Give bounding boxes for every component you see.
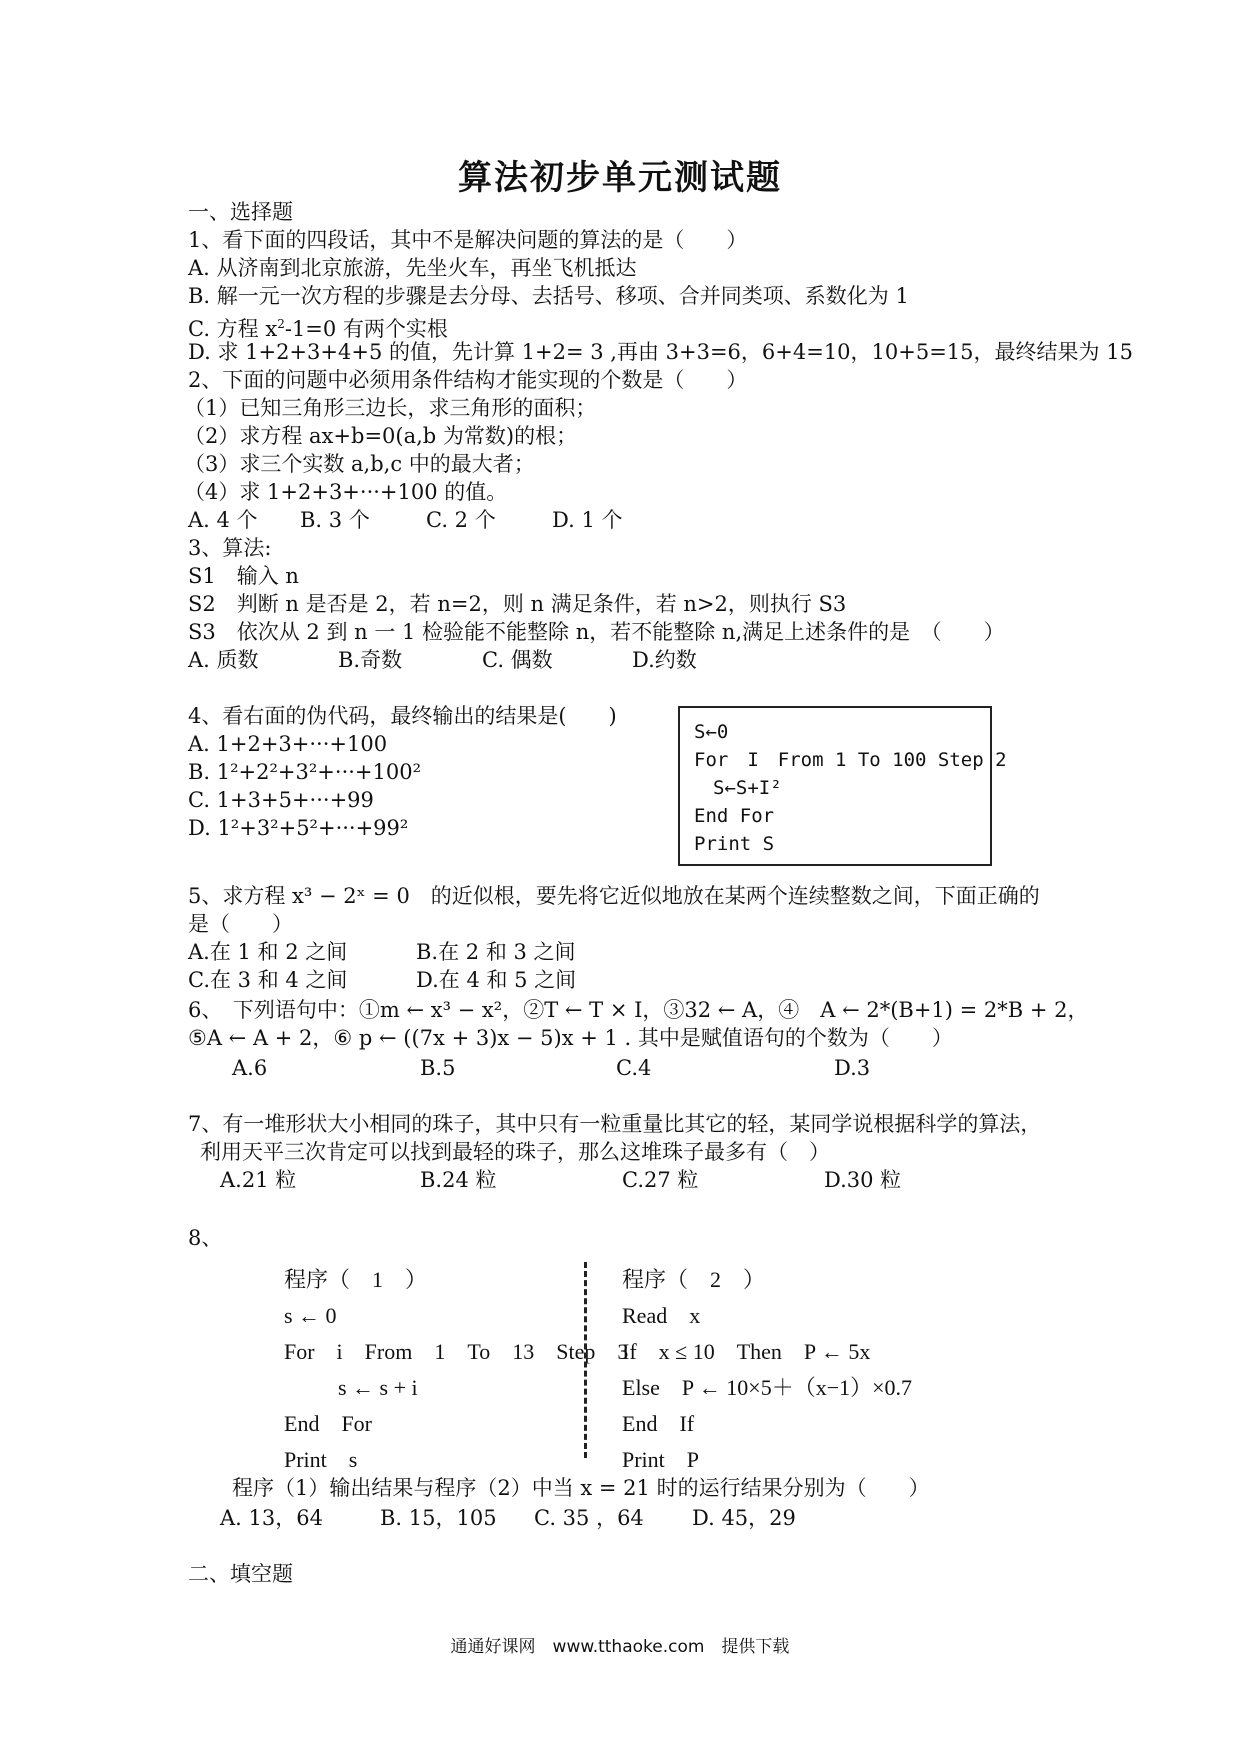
question-3-options	[188, 646, 697, 674]
option-a: A.21 粒	[220, 1168, 297, 1192]
program-1-line: End For	[284, 1411, 373, 1436]
question-5-stem: 5、求方程 x³ − 2ˣ = 0 的近似根，要先将它近似地放在某两个连续整数之间，下面正确的	[188, 884, 1040, 908]
code-line: S←S+I²	[694, 777, 782, 799]
question-2-item-4: （4）求 1+2+3+···+100 的值。	[184, 480, 508, 504]
option-b: B.5	[420, 1056, 456, 1080]
option-c-text: C. 方程 x	[188, 317, 278, 341]
question-6-line-1: 6、 下列语句中：①m ← x³ − x²，②T ← T × I，③32 ← A，④ A ← 2*(B+1) = 2*B + 2，	[188, 998, 1089, 1022]
program-2-line: If x ≤ 10 Then P ← 5x	[622, 1339, 871, 1364]
option-c: C.4	[616, 1056, 652, 1080]
question-5-options-row-2	[188, 966, 576, 994]
question-2-stem: 2、下面的问题中必须用条件结构才能实现的个数是（ ）	[188, 368, 748, 392]
question-3-step-3: S3 依次从 2 到 n 一 1 检验能不能整除 n，若不能整除 n,满足上述条件的是 （ ）	[188, 620, 1005, 644]
program-2-line: Read x	[622, 1303, 701, 1328]
question-3-step-1: S1 输入 n	[188, 564, 299, 588]
pseudocode-box	[678, 706, 1007, 866]
program-2-title: 程序（ 2 ）	[622, 1267, 766, 1292]
question-2-options	[188, 506, 622, 534]
program-1-line: Print s	[284, 1447, 358, 1472]
question-7-line-1: 7、有一堆形状大小相同的珠子，其中只有一粒重量比其它的轻，某同学说根据科学的算法，	[188, 1112, 1042, 1136]
question-7-options	[220, 1166, 901, 1194]
option-d: D.约数	[632, 648, 697, 672]
question-7-line-2: 利用天平三次肯定可以找到最轻的珠子，那么这堆珠子最多有（ ）	[200, 1140, 830, 1164]
question-1-option-b: B. 解一元一次方程的步骤是去分母、去括号、移项、合并同类项、系数化为 1	[188, 284, 909, 308]
program-2-line: End If	[622, 1411, 695, 1436]
question-4-option-d: D. 1²+3²+5²+···+99²	[188, 816, 409, 840]
question-1-option-d: D. 求 1+2+3+4+5 的值，先计算 1+2= 3 ,再由 3+3=6，6+4=10，10+5=15，最终结果为 15	[188, 340, 1133, 364]
option-b: B.奇数	[338, 648, 403, 672]
code-line: For I From 1 To 100 Step 2	[694, 749, 1007, 771]
option-c: C. 35 ，64	[534, 1506, 644, 1530]
option-a: A. 4 个	[188, 508, 258, 532]
option-d: D.3	[834, 1056, 871, 1080]
option-c: C. 2 个	[426, 508, 496, 532]
question-2-item-1: （1）已知三角形三边长，求三角形的面积；	[184, 396, 597, 420]
program-divider	[584, 1262, 587, 1458]
option-a: A. 13，64	[220, 1506, 323, 1530]
section-heading: 一、选择题	[188, 200, 293, 224]
question-1-stem: 1、看下面的四段话，其中不是解决问题的算法的是（ ）	[188, 228, 748, 252]
question-8-options	[220, 1504, 796, 1532]
option-a: A.6	[232, 1056, 268, 1080]
question-1-option-a: A. 从济南到北京旅游，先坐火车，再坐飞机抵达	[188, 256, 637, 280]
code-line: S←0	[694, 721, 729, 743]
superscript: 2	[277, 317, 285, 331]
question-4-stem: 4、看右面的伪代码，最终输出的结果是( )	[188, 704, 617, 728]
question-8-stem: 程序（1）输出结果与程序（2）中当 x = 21 时的运行结果分别为（ ）	[232, 1476, 930, 1500]
question-4-option-c: C. 1+3+5+···+99	[188, 788, 374, 812]
option-d: D.在 4 和 5 之间	[416, 968, 577, 992]
code-line: End For	[694, 805, 775, 827]
program-1-line: s ← 0	[284, 1303, 337, 1328]
option-b: B.在 2 和 3 之间	[416, 940, 576, 964]
question-2-item-3: （3）求三个实数 a,b,c 中的最大者；	[184, 452, 535, 476]
question-4-option-a: A. 1+2+3+···+100	[188, 732, 388, 756]
option-a: A.在 1 和 2 之间	[188, 940, 348, 964]
program-1-line: For i From 1 To 13 Step 3	[284, 1339, 629, 1364]
option-c: C. 偶数	[482, 648, 553, 672]
option-c: C.27 粒	[622, 1168, 699, 1192]
option-b: B. 3 个	[300, 508, 370, 532]
program-1-title: 程序（ 1 ）	[284, 1267, 428, 1292]
question-5-stem-cont: 是（ ）	[188, 912, 293, 936]
question-2-item-2: （2）求方程 ax+b=0(a,b 为常数)的根；	[184, 424, 578, 448]
option-c-text-end: -1=0 有两个实根	[284, 317, 448, 341]
program-2-line: Else P ← 10×5＋（x−1）×0.7	[622, 1375, 913, 1400]
section-heading: 二、填空题	[188, 1562, 293, 1586]
option-d: D. 1 个	[552, 508, 623, 532]
option-b: B.24 粒	[420, 1168, 497, 1192]
question-6-options	[232, 1054, 870, 1082]
question-3-step-2: S2 判断 n 是否是 2，若 n=2，则 n 满足条件，若 n>2，则执行 S3	[188, 592, 847, 616]
option-d: D.30 粒	[824, 1168, 902, 1192]
program-1	[284, 1262, 628, 1478]
question-8-label: 8、	[188, 1226, 223, 1250]
question-4-option-b: B. 1²+2²+3²+···+100²	[188, 760, 422, 784]
page-footer: 通通好课网 www.tthaoke.com 提供下载	[450, 1637, 790, 1657]
code-line: Print S	[694, 833, 775, 855]
option-c: C.在 3 和 4 之间	[188, 968, 348, 992]
question-3-stem: 3、算法:	[188, 536, 272, 560]
program-2	[622, 1262, 912, 1478]
page-title: 算法初步单元测试题	[458, 158, 782, 198]
program-2-line: Print P	[622, 1447, 700, 1472]
option-d: D. 45，29	[692, 1506, 796, 1530]
option-b: B. 15，105	[380, 1506, 497, 1530]
question-5-options-row-1	[188, 938, 576, 966]
program-1-line: s ← s + i	[338, 1375, 418, 1400]
question-6-line-2: ⑤A ← A + 2，⑥ p ← ((7x + 3)x − 5)x + 1 . 其中是赋值语句的个数为（ ）	[188, 1026, 953, 1050]
option-a: A. 质数	[188, 648, 259, 672]
